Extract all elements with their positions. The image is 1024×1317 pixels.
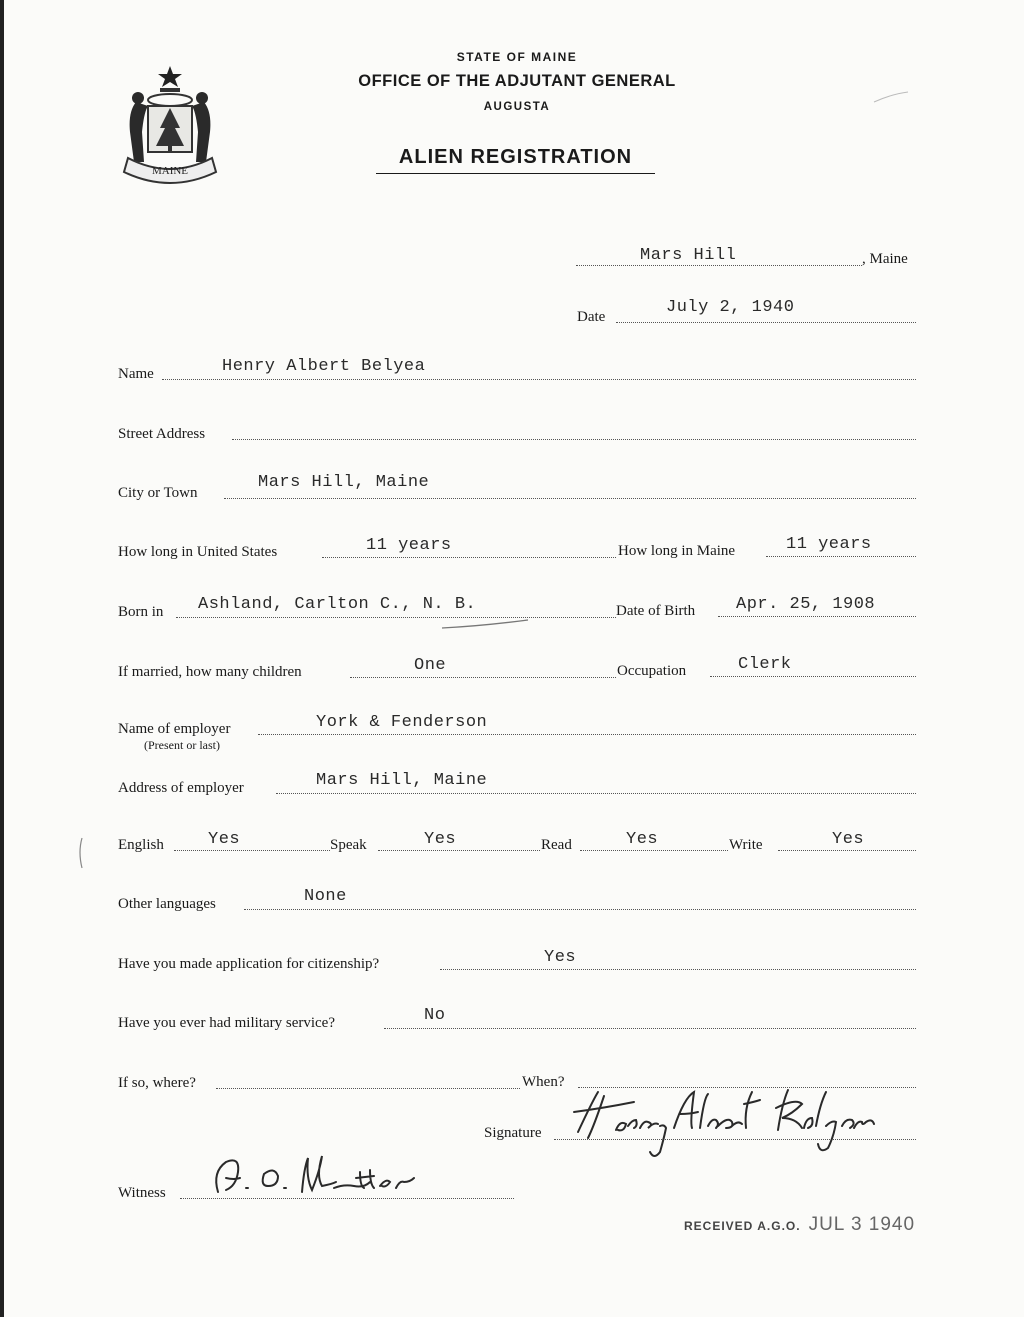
form-title: ALIEN REGISTRATION — [376, 146, 655, 174]
military-line — [384, 1028, 916, 1029]
seal-text: MAINE — [151, 165, 189, 177]
military-value: No — [424, 1006, 446, 1025]
place-label: , Maine — [862, 251, 908, 267]
place-value: Mars Hill — [640, 246, 737, 265]
occupation-label: Occupation — [617, 663, 687, 679]
write-line — [778, 850, 916, 851]
stamp-date-text: JUL 3 1940 — [808, 1214, 916, 1235]
city-label: City or Town — [118, 485, 198, 501]
other-languages-value: None — [304, 887, 347, 906]
dob-value: Apr. 25, 1908 — [736, 595, 876, 614]
dob-label: Date of Birth — [616, 603, 696, 619]
citizenship-line — [440, 969, 916, 970]
english-label: English — [118, 837, 164, 853]
employer-address-line — [276, 793, 916, 794]
header-state: STATE OF MAINE — [456, 50, 578, 64]
write-value: Yes — [832, 830, 865, 849]
where-label: If so, where? — [118, 1075, 196, 1091]
when-label: When? — [522, 1074, 565, 1090]
other-languages-line — [244, 909, 916, 910]
name-label: Name — [118, 366, 154, 382]
born-value: Ashland, Carlton C., N. B. — [198, 595, 477, 614]
margin-mark-top — [872, 90, 912, 106]
children-line — [350, 677, 616, 678]
write-label: Write — [729, 837, 763, 853]
witness-handwriting — [204, 1148, 464, 1202]
dob-line — [718, 616, 916, 617]
citizenship-label: Have you made application for citizenship? — [118, 956, 380, 972]
stamp-received-text: RECEIVED A.G.O. — [684, 1219, 801, 1233]
read-line — [580, 850, 728, 851]
header-city: AUGUSTA — [483, 101, 551, 113]
date-value: July 2, 1940 — [666, 298, 795, 317]
us-duration-label: How long in United States — [118, 544, 278, 560]
header-office: OFFICE OF THE ADJUTANT GENERAL — [358, 72, 676, 90]
place-line — [576, 265, 862, 266]
where-line — [216, 1088, 520, 1089]
speak-label: Speak — [330, 837, 367, 853]
speak-value: Yes — [424, 830, 457, 849]
us-duration-value: 11 years — [366, 536, 452, 555]
employer-sublabel: (Present or last) — [144, 738, 220, 752]
speak-line — [378, 850, 540, 851]
born-underline-mark — [440, 618, 530, 632]
maine-duration-line — [766, 556, 916, 557]
street-label: Street Address — [118, 426, 206, 442]
military-label: Have you ever had military service? — [118, 1015, 335, 1031]
born-line — [176, 617, 616, 618]
margin-mark — [76, 836, 86, 870]
born-label: Born in — [118, 604, 164, 620]
state-seal-icon — [114, 62, 226, 186]
english-value: Yes — [208, 830, 241, 849]
received-stamp — [684, 1214, 915, 1236]
date-line — [616, 322, 916, 323]
employer-label: Name of employer — [118, 721, 231, 737]
employer-line — [258, 734, 916, 735]
citizenship-value: Yes — [544, 948, 577, 967]
signature-label: Signature — [484, 1125, 542, 1141]
occupation-line — [710, 676, 916, 677]
occupation-value: Clerk — [738, 655, 792, 674]
children-value: One — [414, 656, 447, 675]
city-line — [224, 498, 916, 499]
employer-address-value: Mars Hill, Maine — [316, 771, 488, 790]
name-line — [162, 379, 916, 380]
date-label: Date — [577, 309, 606, 325]
other-languages-label: Other languages — [118, 896, 216, 912]
city-value: Mars Hill, Maine — [258, 473, 430, 492]
witness-label: Witness — [118, 1185, 166, 1201]
signature-handwriting — [564, 1082, 926, 1162]
employer-value: York & Fenderson — [316, 713, 488, 732]
us-duration-line — [322, 557, 616, 558]
maine-duration-label: How long in Maine — [618, 543, 736, 559]
english-line — [174, 850, 330, 851]
read-label: Read — [541, 837, 572, 853]
children-label: If married, how many children — [118, 664, 302, 680]
street-line — [232, 439, 916, 440]
name-value: Henry Albert Belyea — [222, 357, 426, 376]
employer-address-label: Address of employer — [118, 780, 244, 796]
read-value: Yes — [626, 830, 659, 849]
maine-duration-value: 11 years — [786, 535, 872, 554]
